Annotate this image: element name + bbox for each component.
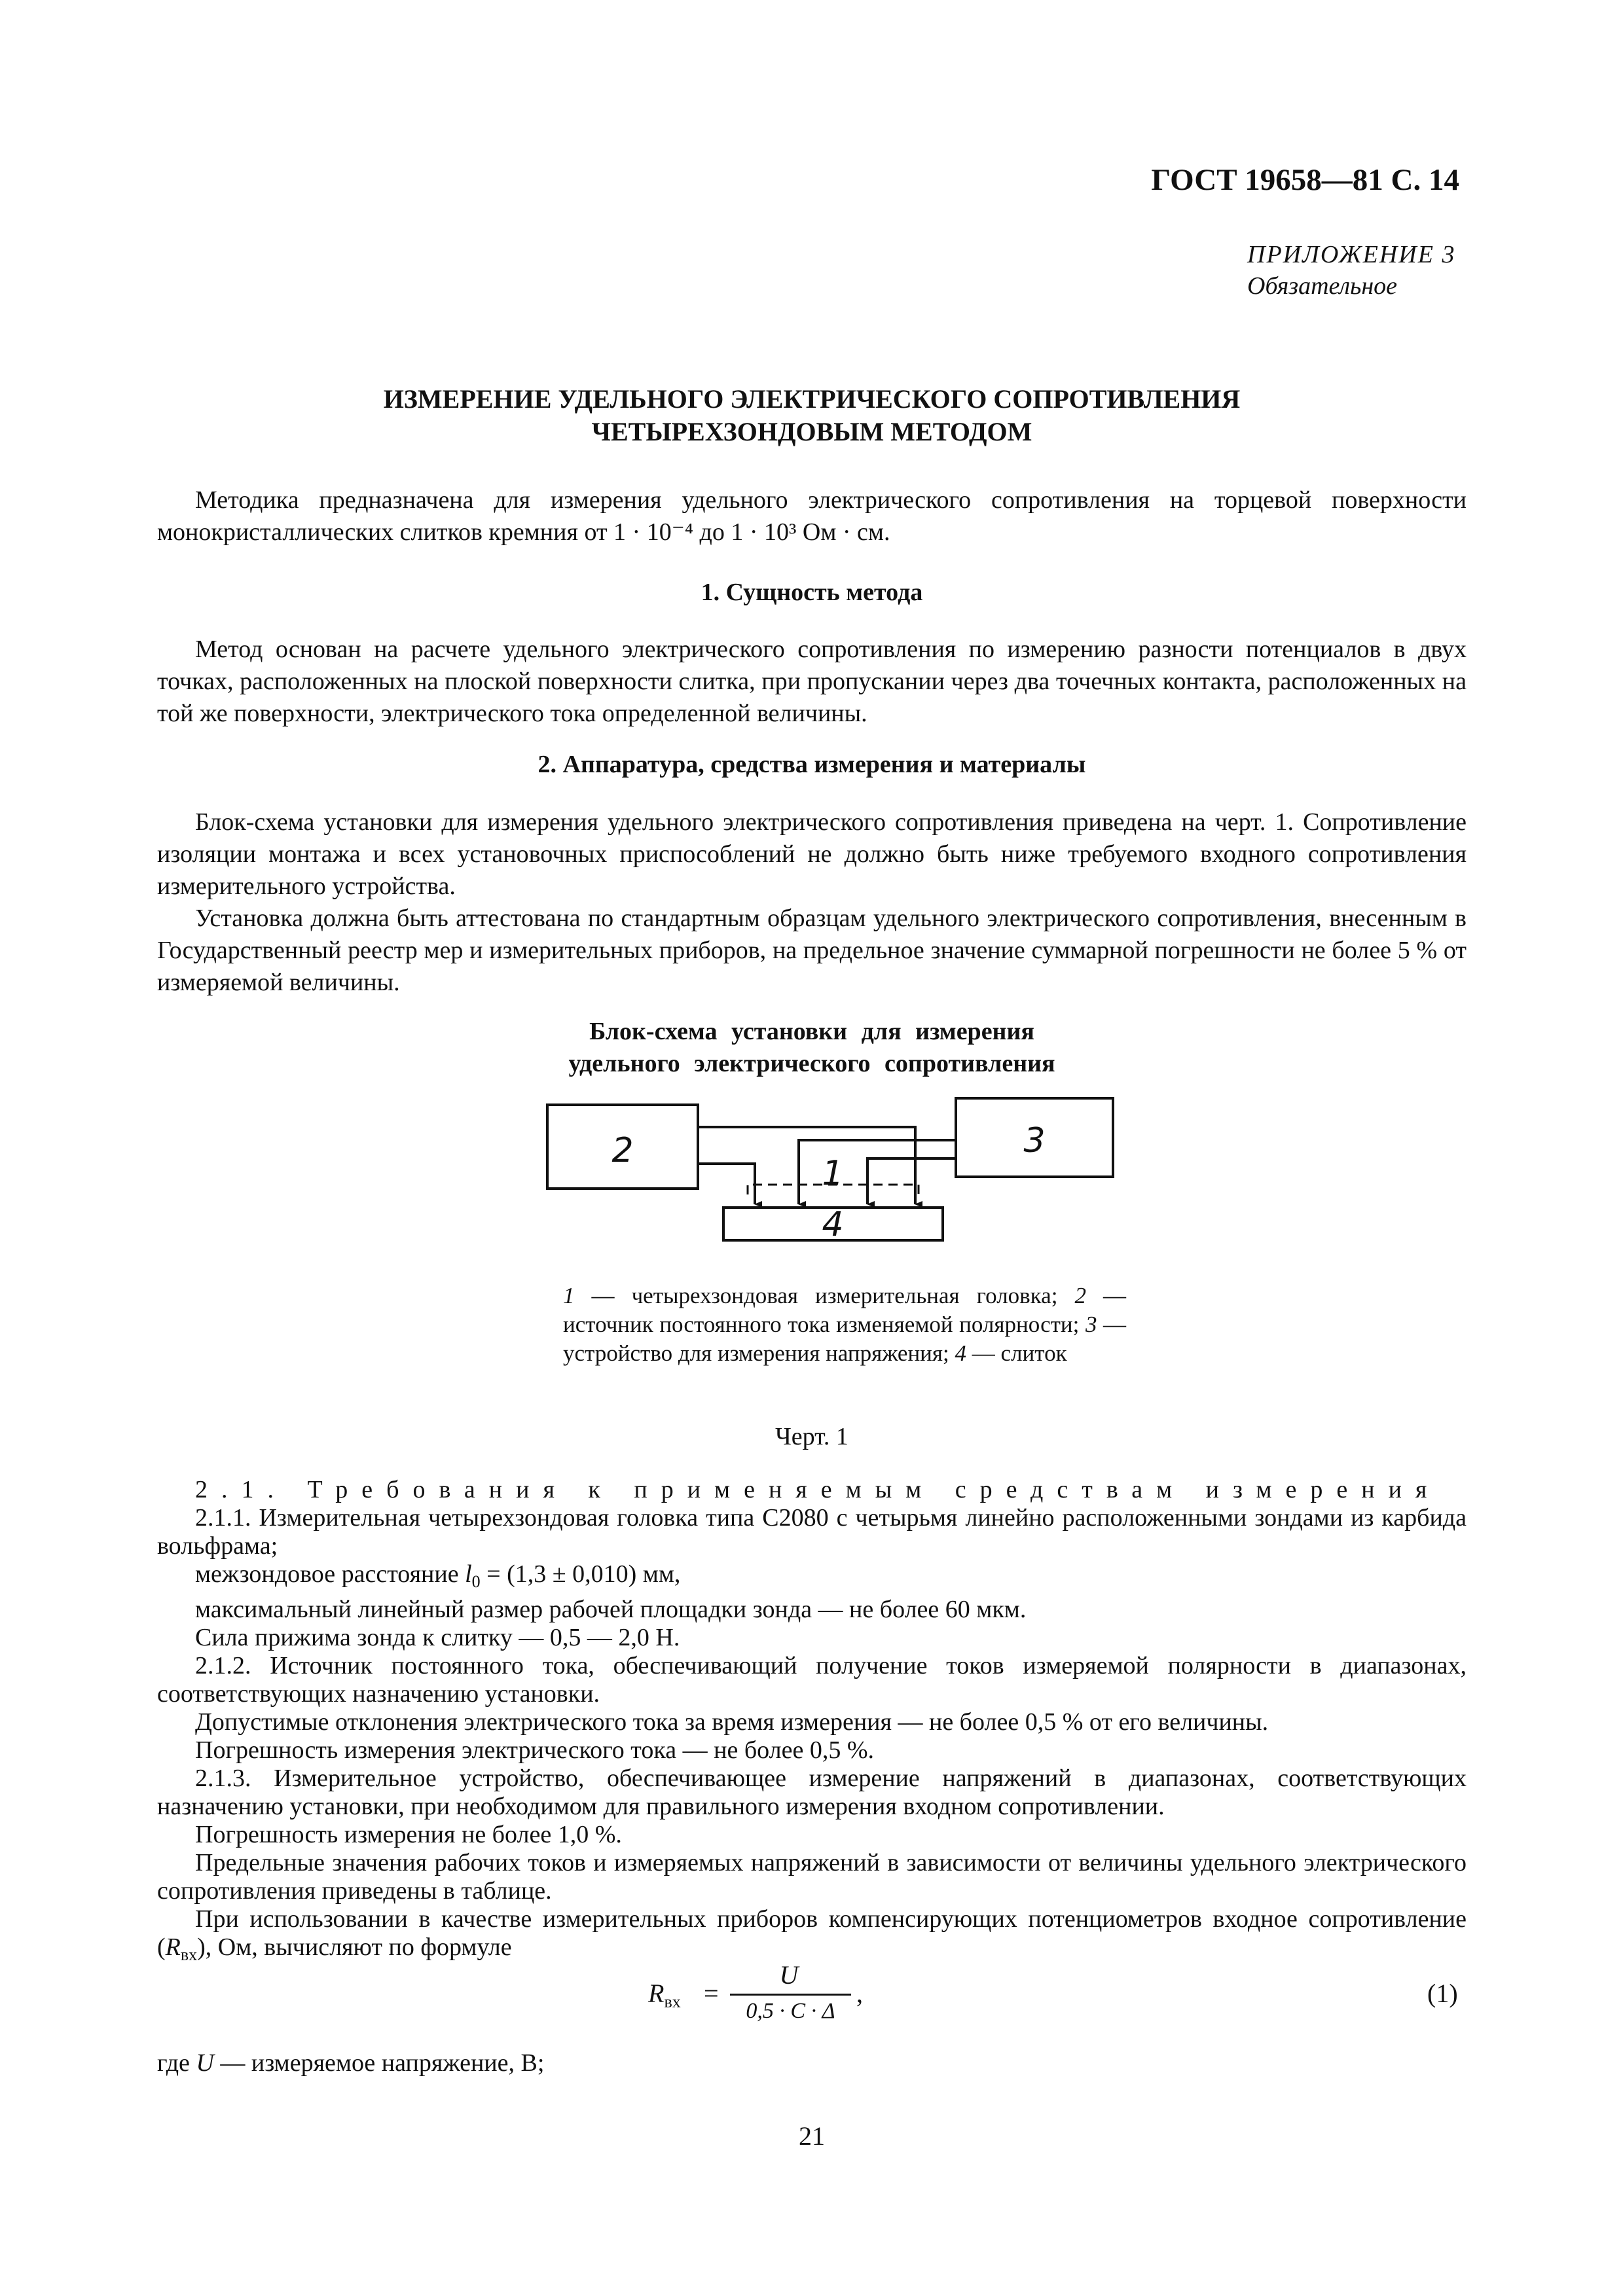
formula-equals: = xyxy=(704,1979,719,2008)
document-code: ГОСТ 19658—81 С. 14 xyxy=(1151,163,1459,197)
requirement-2-1-3: 2.1.3. Измерительное устройство, обеспечивающее измерение напряжений в диапазонах, соответствующих назначению установки, при необходимом для правильного измерения входном сопротивлении. xyxy=(157,1765,1467,1820)
figure-title-line-2: удельного электрического сопротивления xyxy=(568,1050,1055,1077)
title-line-1: ИЗМЕРЕНИЕ УДЕЛЬНОГО ЭЛЕКТРИЧЕСКОГО СОПРОТИВЛЕНИЯ xyxy=(383,384,1241,414)
wire-outer-left xyxy=(698,1164,755,1204)
figure-legend xyxy=(563,1282,1126,1368)
where-line xyxy=(157,2047,1467,2079)
probe-size: максимальный линейный размер рабочей площадки зонда — не более 60 мкм. xyxy=(195,1596,1027,1623)
appendix-label xyxy=(1247,239,1463,302)
figure-title xyxy=(484,1016,1139,1080)
limits-paragraph: Предельные значения рабочих токов и измеряемых напряжений в зависимости от величины удельного электрического сопротивления приведены в таблице. xyxy=(157,1849,1467,1905)
figure-title-line-1: Блок-схема установки для измерения xyxy=(589,1018,1034,1045)
formula-1 xyxy=(648,1962,962,2034)
legend-number-3: 3 xyxy=(1085,1312,1097,1337)
legend-number-2: 2 xyxy=(1074,1283,1086,1308)
section-1-text: Метод основан на расчете удельного электрического сопротивления по измерению разности потенциалов в двух точках, расположенных на плоской поверхности слитка, при пропускании через два точечных контакта, расположенных на той же поверхности, электрического тока определенной величины. xyxy=(157,636,1467,727)
section-2-body xyxy=(157,806,1467,999)
appendix-number: ПРИЛОЖЕНИЕ 3 xyxy=(1247,241,1456,268)
section-2-heading: 2. Аппаратура, средства измерения и материалы xyxy=(538,751,1086,778)
where-text: — измеряемое напряжение, В; xyxy=(213,2049,545,2077)
requirement-2-1-1: 2.1.1. Измерительная четырехзондовая головка типа С2080 с четырьмя линейно расположенными зондами из карбида вольфрама; xyxy=(157,1504,1467,1560)
title-line-2: ЧЕТЫРЕХЗОНДОВЫМ МЕТОДОМ xyxy=(591,417,1032,446)
legend-text-3: — устройство для измерения напряжения; xyxy=(563,1312,1126,1366)
formula-intro-symbol: R xyxy=(165,1933,181,1961)
page-number: 21 xyxy=(799,2121,825,2151)
probe-spacing-value: = (1,3 ± 0,010) мм, xyxy=(480,1560,681,1588)
legend-number-1: 1 xyxy=(563,1283,575,1308)
formula-intro-text: При использовании в качестве измерительных приборов компенсирующих потенциометров входное сопротивление ( xyxy=(157,1905,1467,1961)
formula-comma: , xyxy=(856,1979,863,2008)
page-title xyxy=(157,383,1467,448)
formula-denominator: 0,5 · C · Δ xyxy=(746,1999,835,2023)
fraction-bar xyxy=(730,1994,851,1996)
appendix-status: Обязательное xyxy=(1247,272,1398,300)
section-2-paragraph-1: Блок-схема установки для измерения удельного электрического сопротивления приведена на черт. 1. Сопротивление изоляции монтажа и всех установочных приспособлений не должно быть ниже требуемого входного сопротивления измерительного устройства. xyxy=(157,808,1467,900)
block-3-label: 3 xyxy=(1023,1121,1046,1160)
probe-spacing-subscript: 0 xyxy=(471,1572,481,1591)
formula-numerator: U xyxy=(779,1960,799,1990)
block-1-label: 1 xyxy=(822,1154,844,1193)
where-symbol: U xyxy=(196,2049,214,2077)
wire-inner-right xyxy=(867,1158,956,1204)
block-2-label: 2 xyxy=(611,1131,634,1170)
legend-text-2: — источник постоянного тока изменяемой полярности; xyxy=(563,1283,1127,1337)
measurement-error: Погрешность измерения не более 1,0 %. xyxy=(195,1821,622,1848)
probe-spacing-symbol: l xyxy=(465,1560,472,1588)
formula-intro-tail: ), Ом, вычисляют по формуле xyxy=(197,1933,512,1961)
requirement-2-1-2: 2.1.2. Источник постоянного тока, обеспечивающий получение токов измеряемой полярности в диапазонах, соответствующих назначению установки. xyxy=(157,1652,1467,1708)
formula-legend xyxy=(157,2047,1467,2079)
current-deviation: Допустимые отклонения электрического тока за время измерения — не более 0,5 % от его величины. xyxy=(195,1708,1269,1736)
where-prefix: где xyxy=(157,2049,196,2077)
intro-text: Методика предназначена для измерения удельного электрического сопротивления на торцевой поверхности монокристаллических слитков кремния от 1 · 10⁻⁴ до 1 · 10³ Ом · см. xyxy=(157,486,1467,546)
formula-number: (1) xyxy=(1427,1979,1458,2008)
formula-lhs xyxy=(648,1978,681,2012)
probe-spacing-label: межзондовое расстояние xyxy=(195,1560,465,1588)
wire-outer-right xyxy=(698,1127,915,1204)
legend-text-4: — слиток xyxy=(966,1340,1067,1366)
probe-force: Сила прижима зонда к слитку — 0,5 — 2,0 Н. xyxy=(195,1624,680,1651)
section-1-heading: 1. Сущность метода xyxy=(701,579,923,606)
formula-lhs-symbol: R xyxy=(648,1979,665,2008)
intro-paragraph xyxy=(157,484,1467,548)
section-1-body xyxy=(157,634,1467,730)
formula-lhs-subscript: вх xyxy=(664,1992,681,2011)
probe-spacing xyxy=(157,1560,1467,1596)
block-diagram xyxy=(537,1093,1126,1276)
legend-number-4: 4 xyxy=(955,1340,966,1366)
requirements-heading: 2.1. Требования к применяемым средствам измерения xyxy=(195,1476,1441,1503)
current-error: Погрешность измерения электрического тока — не более 0,5 %. xyxy=(195,1736,875,1764)
requirements-section xyxy=(157,1476,1467,1969)
figure-caption: Черт. 1 xyxy=(775,1423,848,1450)
legend-text-1: — четырехзондовая измерительная головка; xyxy=(574,1283,1075,1308)
section-2-paragraph-2: Установка должна быть аттестована по стандартным образцам удельного электрического сопротивления, внесенным в Государственный реестр мер и измерительных приборов, на предельное значение суммарной погрешности не более 5 % от измеряемой величины. xyxy=(157,905,1467,996)
block-4-label: 4 xyxy=(822,1205,844,1244)
formula-intro-subscript: вх xyxy=(180,1945,198,1964)
